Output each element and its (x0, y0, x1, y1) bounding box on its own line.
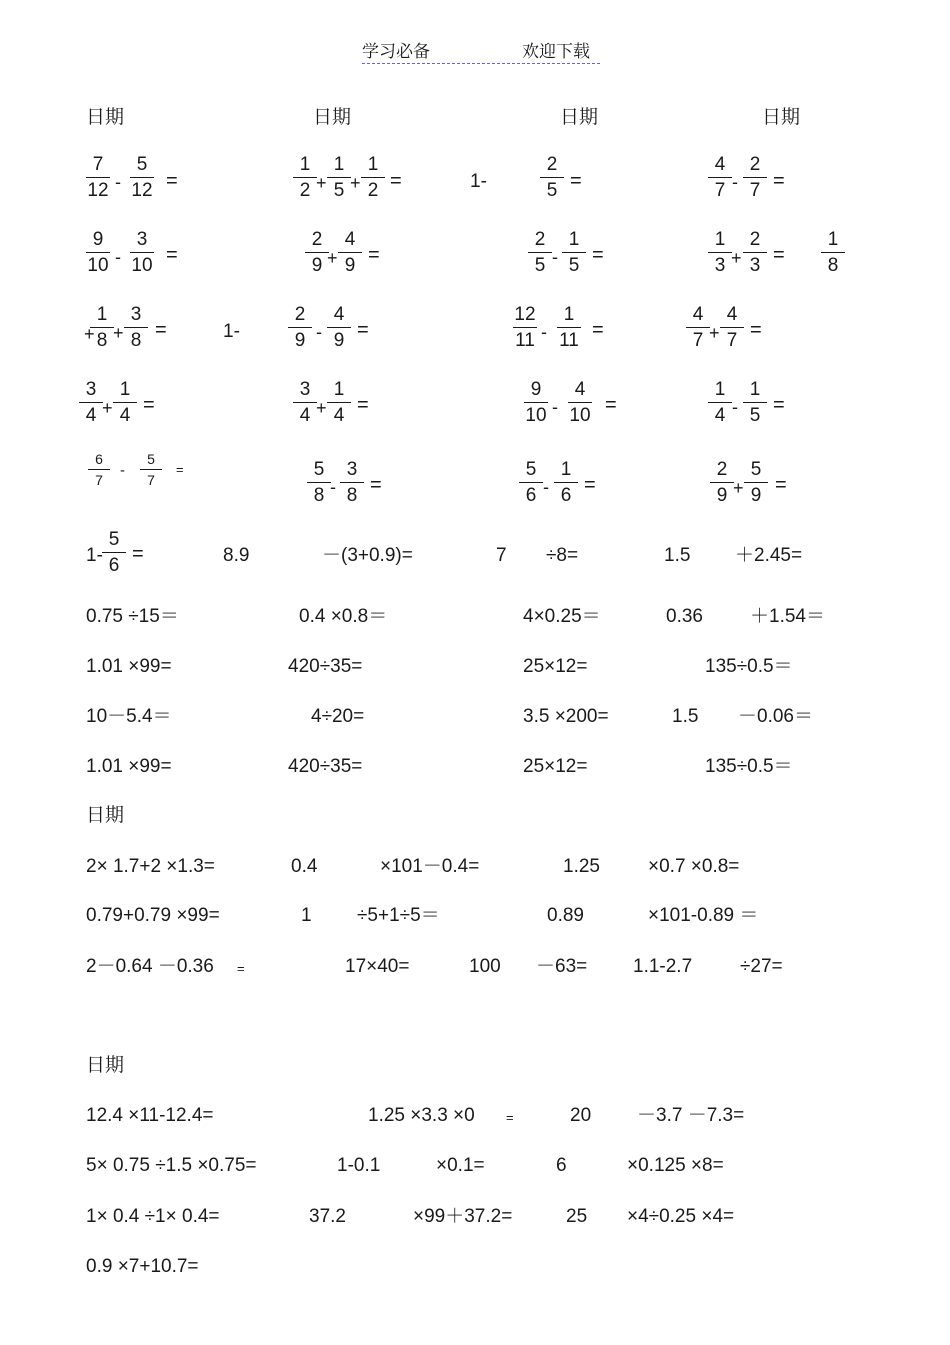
expression-text: ×4÷0.25 ×4= (627, 1206, 735, 1227)
equals-sign: = (570, 170, 582, 192)
date-label: 日期 (560, 106, 599, 128)
expression-text: ÷8= (546, 545, 579, 566)
operator: - (552, 247, 558, 267)
equals-sign: = (592, 244, 604, 266)
fraction: 12 11 (514, 304, 536, 351)
expression-text: 1× 0.4 ÷1× 0.4= (86, 1206, 220, 1227)
equals-sign: = (584, 474, 596, 496)
fraction: 5 9 (742, 460, 770, 505)
operator: + (113, 323, 124, 343)
expression-text: 3.5 ×200= (523, 706, 609, 727)
fraction: 2 5 (526, 230, 554, 275)
expression-text: 1.25 ×3.3 ×0 (368, 1105, 475, 1126)
fraction: 3 4 (77, 380, 105, 425)
prefix-text: 1- (223, 321, 240, 342)
equals-sign: = (773, 394, 785, 416)
header-left-text: 学习必备 (362, 42, 430, 62)
expression-text: 0.9 ×7+10.7= (86, 1256, 199, 1277)
expression-text: 1.1-2.7 (633, 956, 693, 977)
fraction: 4 7 (706, 155, 734, 200)
fraction: 9 10 (87, 229, 109, 276)
expression-text: 12.4 ×11-12.4= (86, 1105, 214, 1126)
fraction: 3 10 (131, 229, 153, 276)
expression-text: 10－5.4＝ (86, 706, 172, 727)
fraction: 5 8 (305, 460, 333, 505)
equals-sign: = (506, 1110, 514, 1125)
expression-text: 0.36 (666, 606, 703, 627)
expression-text: －3.7 －7.3= (637, 1105, 745, 1126)
expression-text: 1-0.1 (337, 1155, 381, 1176)
expression-text: ×0.7 ×0.8= (648, 856, 740, 877)
fraction: 1 11 (555, 305, 583, 350)
fraction: 9 10 (525, 379, 547, 426)
fraction: 5 7 (137, 452, 165, 487)
operator: + (709, 323, 720, 343)
fraction: 1 4 (706, 380, 734, 425)
expression-text: ×0.125 ×8= (627, 1155, 724, 1176)
expression-text: 4×0.25＝ (523, 606, 601, 627)
equals-sign: = (357, 394, 369, 416)
fraction: 2 9 (286, 305, 314, 350)
expression-text: 25×12= (523, 656, 588, 677)
date-label: 日期 (86, 1054, 125, 1076)
expression-text: 17×40= (345, 956, 410, 977)
equals-sign: = (592, 319, 604, 341)
expression-text: 420÷35= (288, 756, 363, 777)
header-right-text: 欢迎下载 (522, 42, 590, 62)
fraction: 1 6 (552, 460, 580, 505)
fraction: 1 4 (111, 380, 139, 425)
fraction: 2 5 (538, 155, 566, 200)
equals-sign: = (773, 244, 785, 266)
fraction: 3 4 (291, 380, 319, 425)
date-label: 日期 (86, 804, 125, 826)
operator: + (733, 478, 744, 498)
prefix-text: 1- (470, 171, 487, 192)
fraction: 1 5 (560, 230, 588, 275)
fraction: 4 9 (336, 230, 364, 275)
fraction: 2 9 (708, 460, 736, 505)
expression-text: ×0.1= (436, 1155, 485, 1176)
operator: - (552, 397, 558, 417)
fraction: 1 4 (325, 380, 353, 425)
fraction: 5 6 (100, 530, 128, 575)
expression-text: 1 (301, 905, 312, 926)
fraction: 1 5 (325, 155, 353, 200)
operator: - (115, 172, 121, 192)
operator: + (316, 398, 327, 418)
fraction: 4 7 (684, 305, 712, 350)
date-label: 日期 (313, 106, 352, 128)
expression-text: ÷5+1÷5＝ (357, 905, 440, 926)
expression-text: 4÷20= (311, 706, 365, 727)
prefix-text: 1- (86, 545, 103, 566)
equals-sign: = (605, 394, 617, 416)
equals-sign: = (176, 462, 184, 477)
equals-sign: = (390, 170, 402, 192)
fraction: 2 3 (741, 230, 769, 275)
operator: + (327, 248, 338, 268)
equals-sign: = (370, 474, 382, 496)
operator: + (316, 173, 327, 193)
fraction: 4 9 (325, 305, 353, 350)
equals-sign: = (237, 961, 245, 976)
date-label: 日期 (86, 106, 125, 128)
operator: + (84, 324, 95, 344)
expression-text: 1.5 (664, 545, 691, 566)
expression-text: －63= (536, 956, 588, 977)
expression-text: 100 (469, 956, 501, 977)
expression-text: 0.4 ×0.8＝ (299, 606, 388, 627)
expression-text: ÷27= (740, 956, 783, 977)
expression-text: 6 (556, 1155, 567, 1176)
expression-text: ×101－0.4= (380, 856, 480, 877)
operator: - (330, 477, 336, 497)
fraction: 2 9 (303, 230, 331, 275)
expression-text: 5× 0.75 ÷1.5 ×0.75= (86, 1155, 257, 1176)
fraction: 4 7 (718, 305, 746, 350)
equals-sign: = (775, 474, 787, 496)
fraction: 2 7 (741, 155, 769, 200)
operator: + (731, 248, 742, 268)
operator: - (120, 462, 125, 479)
fraction: 3 8 (122, 305, 150, 350)
equals-sign: = (773, 170, 785, 192)
operator: - (543, 477, 549, 497)
operator: - (115, 247, 121, 267)
fraction: 1 5 (741, 380, 769, 425)
expression-text: －0.06＝ (738, 706, 813, 727)
operator: + (350, 173, 361, 193)
fraction: 4 10 (569, 379, 591, 426)
expression-text: 1.25 (563, 856, 600, 877)
equals-sign: = (368, 244, 380, 266)
expression-text: ×99＋37.2= (413, 1206, 513, 1227)
fraction: 1 2 (291, 155, 319, 200)
equals-sign: = (155, 319, 167, 341)
expression-text: ＋2.45= (735, 545, 803, 566)
expression-text: 25×12= (523, 756, 588, 777)
expression-text: ＋1.54＝ (750, 606, 825, 627)
expression-text: 7 (496, 545, 507, 566)
date-label: 日期 (762, 106, 801, 128)
expression-text: 0.4 (291, 856, 318, 877)
operator: + (102, 398, 113, 418)
expression-text: 1.5 (672, 706, 699, 727)
equals-sign: = (143, 394, 155, 416)
expression-text: 0.79+0.79 ×99= (86, 905, 220, 926)
equals-sign: = (166, 170, 178, 192)
fraction: 5 12 (131, 154, 153, 201)
operator: - (541, 322, 547, 342)
expression-text: 0.89 (547, 905, 584, 926)
fraction: 1 3 (706, 230, 734, 275)
operator: - (732, 172, 738, 192)
fraction: 1 8 (88, 305, 116, 350)
expression-text: 135÷0.5＝ (705, 756, 793, 777)
operator: - (732, 397, 738, 417)
fraction: 6 7 (85, 452, 113, 487)
expression-text: 2－0.64 －0.36 (86, 956, 214, 977)
equals-sign: = (357, 319, 369, 341)
fraction: 1 2 (359, 155, 387, 200)
expression-text: 2× 1.7+2 ×1.3= (86, 856, 215, 877)
equals-sign: = (132, 543, 144, 565)
expression-text: 25 (566, 1206, 588, 1227)
operator: - (316, 322, 322, 342)
fraction: 3 8 (338, 460, 366, 505)
fraction: 1 8 (819, 230, 847, 275)
equals-sign: = (750, 319, 762, 341)
header-dashed-underline (362, 63, 600, 64)
expression-text: 1.01 ×99= (86, 756, 172, 777)
expression-text: －(3+0.9)= (322, 545, 413, 566)
expression-text: 135÷0.5＝ (705, 656, 793, 677)
expression-text: 8.9 (223, 545, 250, 566)
equals-sign: = (166, 244, 178, 266)
fraction: 7 12 (87, 154, 109, 201)
expression-text: 420÷35= (288, 656, 363, 677)
expression-text: ×101-0.89 ＝ (648, 905, 759, 926)
fraction: 5 6 (517, 460, 545, 505)
expression-text: 20 (570, 1105, 592, 1126)
expression-text: 0.75 ÷15＝ (86, 606, 179, 627)
expression-text: 37.2 (309, 1206, 346, 1227)
expression-text: 1.01 ×99= (86, 656, 172, 677)
